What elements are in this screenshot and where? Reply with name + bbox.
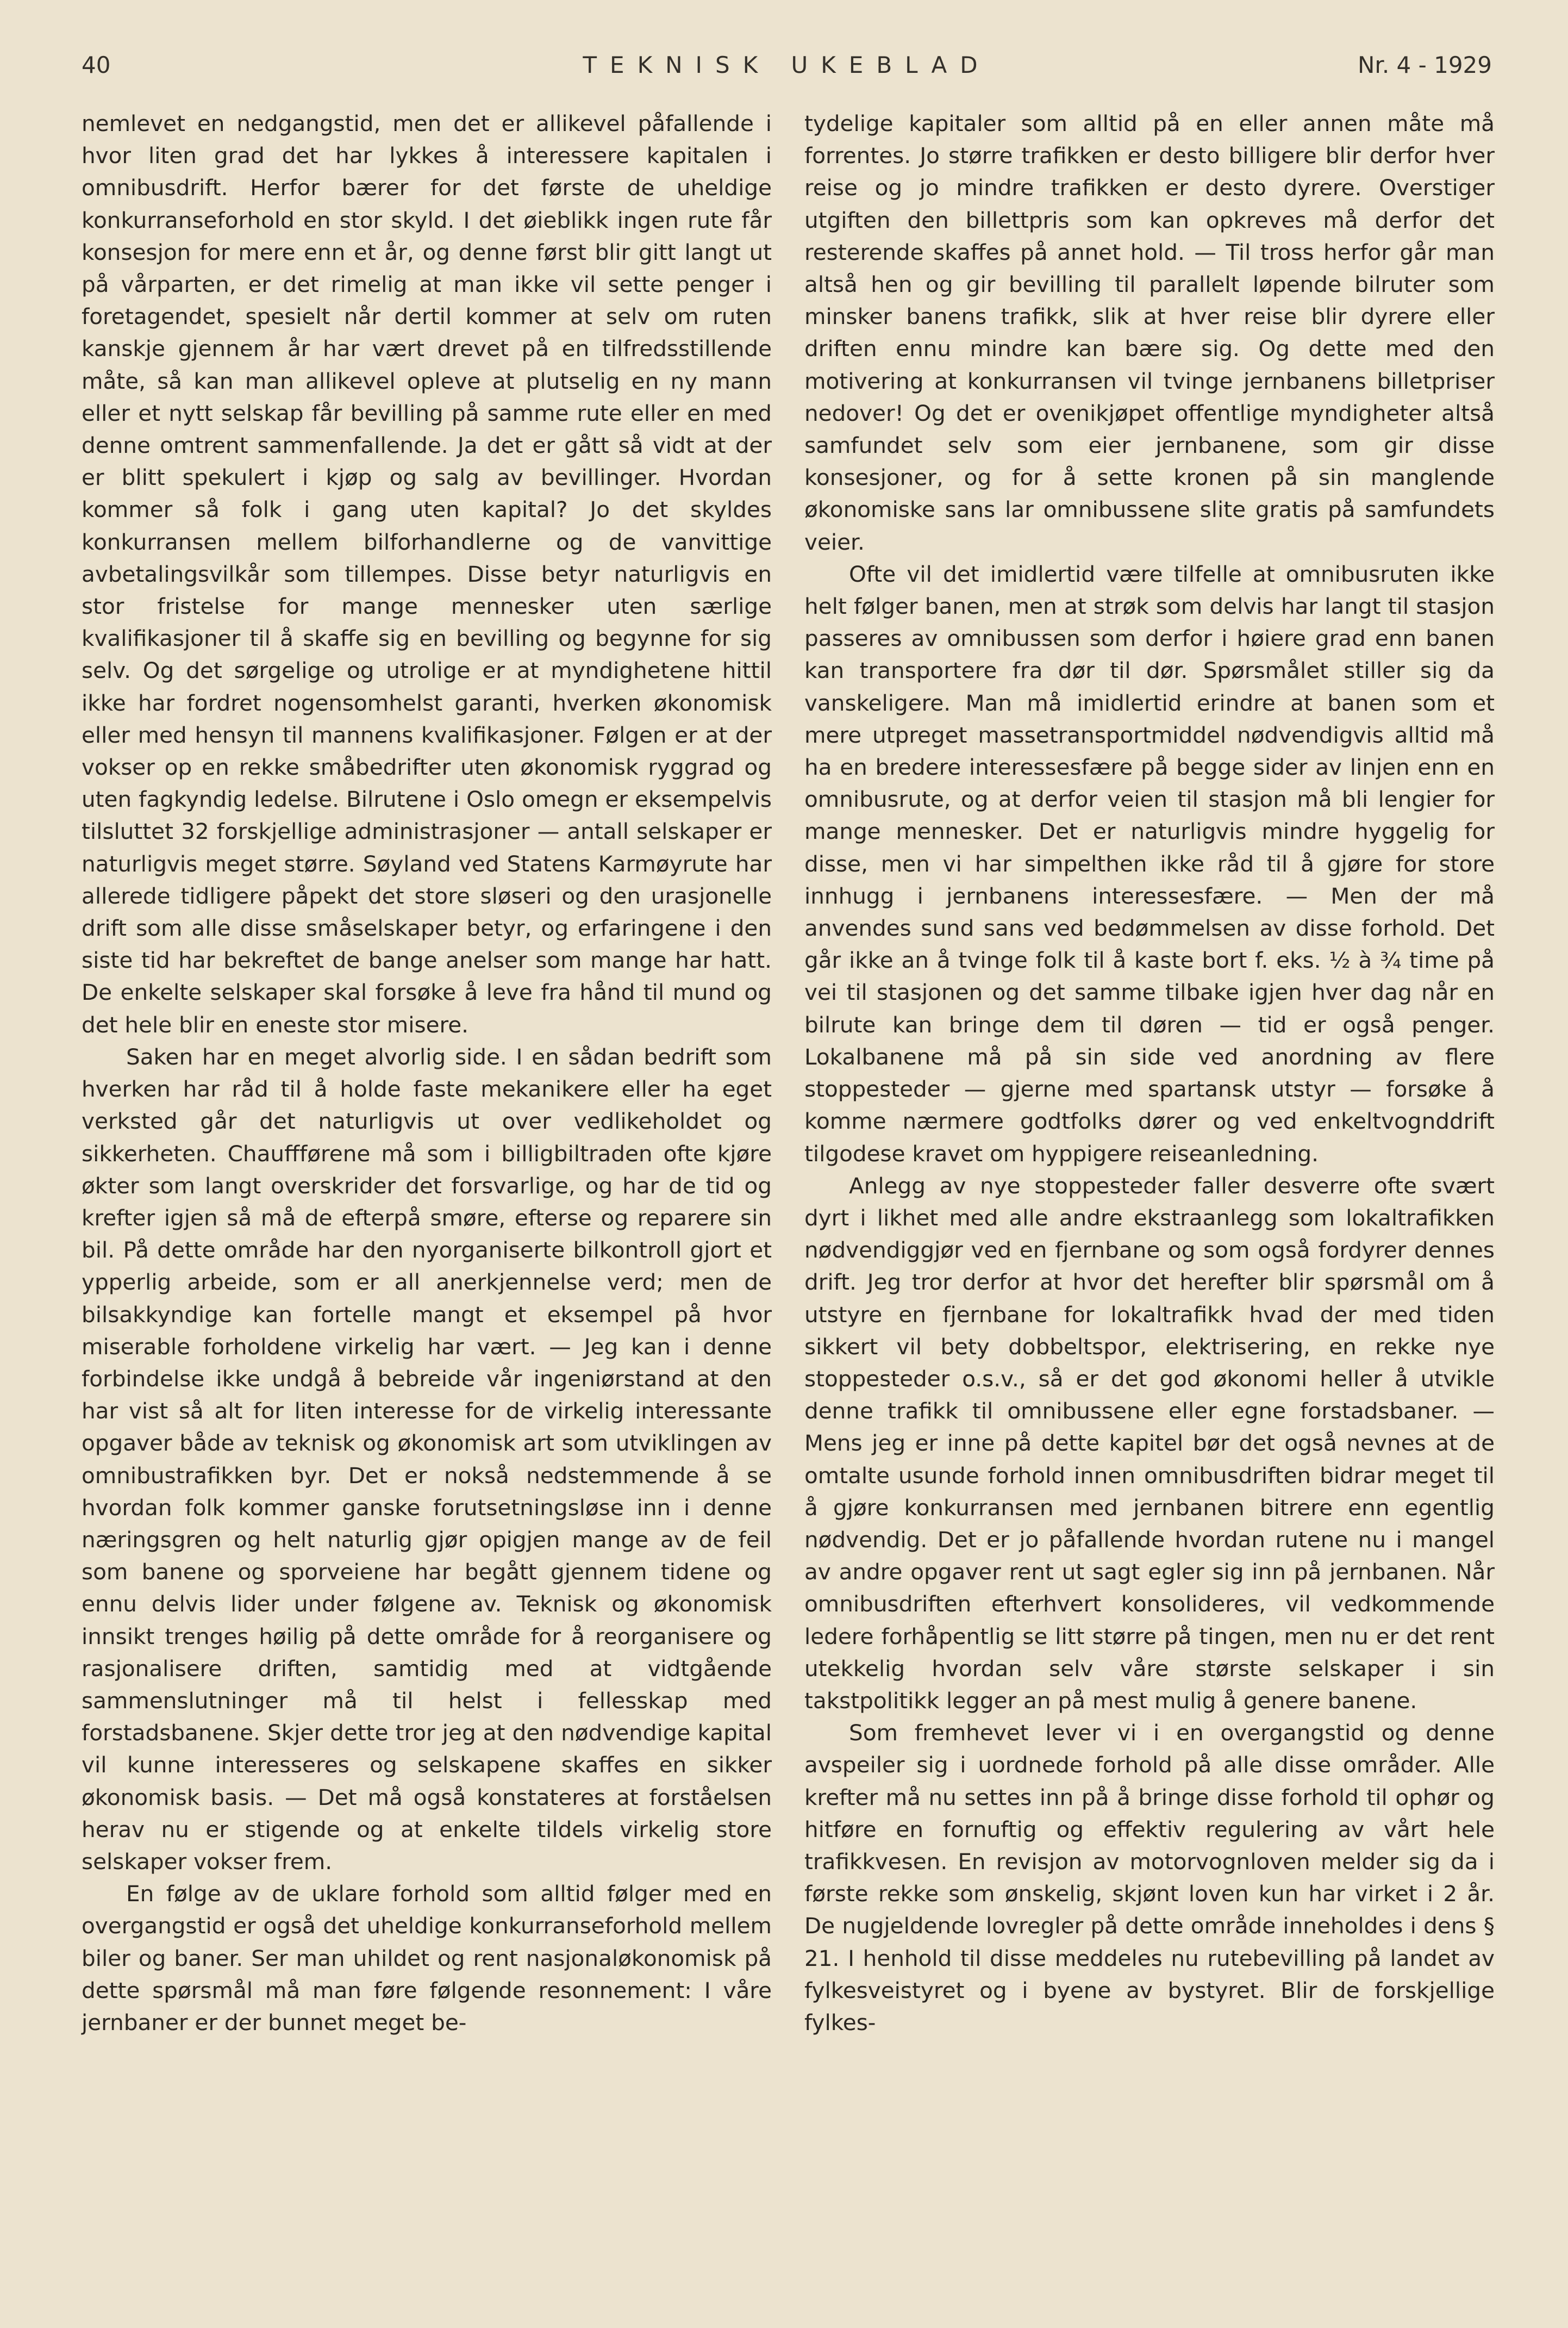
right-column	[804, 108, 1495, 2039]
paragraph: En følge av de uklare forhold som alltid følger med en overgangstid er også det uheldige konkurranseforhold mellem biler og baner. Ser man uhildet og rent nasjonaløkonomisk på dette spørsmål må man føre følgende resonnement: I våre jernbaner er der bunnet meget be-	[82, 1881, 772, 2036]
paragraph: Anlegg av nye stoppesteder faller desverre ofte svært dyrt i likhet med alle andre ekstraanlegg som lokaltrafikken nødvendiggjør ved en fjernbane og som også fordyrer dennes drift. Jeg tror derfor at hvor det herefter blir spørsmål om å utstyre en fjernbane for lokaltrafikk hvad der med tiden sikkert vil bety dobbeltspor, elektrisering, en rekke nye stoppesteder o.s.v., så er det god økonomi heller å utvikle denne trafikk til omnibussene eller egne forstadsbaner. — Mens jeg er inne på dette kapitel bør det også nevnes at de omtalte usunde forhold innen omnibusdriften bidrar meget til å gjøre konkurransen med jernbanen bitrere enn egentlig nødvendig. Det er jo påfallende hvordan rutene nu i mangel av andre opgaver rent ut sagt egler sig inn på jernbanen. Når omnibusdriften efterhvert konsolideres, vil vedkommende ledere forhåpentlig se litt større på tingen, men nu er det rent utekkelig hvordan selv våre største selskaper i sin takstpolitikk legger an på mest mulig å genere banene.	[804, 1172, 1495, 1714]
page-number: 40	[82, 52, 111, 78]
left-column	[82, 108, 772, 2039]
issue-label: Nr. 4 - 1929	[1358, 52, 1492, 78]
paragraph: nemlevet en nedgangstid, men det er allikevel påfallende i hvor liten grad det har lykkes å interessere kapitalen i omnibusdrift. Herfor bærer for det første de uheldige konkurranseforhold en stor skyld. I det øieblikk ingen rute får konsesjon for mere enn et år, og denne først blir gitt langt ut på vårparten, er det rimelig at man ikke vil sette penger i foretagendet, spesielt når dertil kommer at selv om ruten kanskje gjennem år har vært drevet på en tilfredsstillende måte, så kan man allikevel opleve at plutselig en ny mann eller et nytt selskap får bevilling på samme rute eller en med denne omtrent sammenfallende. Ja det er gått så vidt at der er blitt spekulert i kjøp og salg av bevillinger. Hvordan kommer så folk i gang uten kapital? Jo det skyldes konkurransen mellem bilforhandlerne og de vanvittige avbetalingsvilkår som tillempes. Disse betyr naturligvis en stor fristelse for mange mennesker uten særlige kvalifikasjoner til å skaffe sig en bevilling og begynne for sig selv. Og det sørgelige og utrolige er at myndighetene hittil ikke har fordret nogensomhelst garanti, hverken økonomisk eller med hensyn til mannens kvalifikasjoner. Følgen er at der vokser op en rekke småbedrifter uten økonomisk ryggrad og uten fagkyndig ledelse. Bilrutene i Oslo omegn er eksempelvis tilsluttet 32 forskjellige administrasjoner — antall selskaper er naturligvis meget større. Søyland ved Statens Karmøyrute har allerede tidligere påpekt det store sløseri og den urasjonelle drift som alle disse småselskaper betyr, og erfaringene i den siste tid har bekreftet de bange anelser som mange har hatt. De enkelte selskaper skal forsøke å leve fra hånd til mund og det hele blir en eneste stor misere.	[82, 110, 772, 1038]
paragraph: Ofte vil det imidlertid være tilfelle at omnibusruten ikke helt følger banen, men at strøk som delvis har langt til stasjon passeres av omnibussen som derfor i høiere grad enn banen kan transportere fra dør til dør. Spørsmålet stiller sig da vanskeligere. Man må imidlertid erindre at banen som et mere utpreget massetransportmiddel nødvendigvis alltid må ha en bredere interessesfære på begge sider av linjen enn en omnibusrute, og at derfor veien til stasjon må bli lengier for mange mennesker. Det er naturligvis mindre hyggelig for disse, men vi har simpelthen ikke råd til å gjøre for store innhugg i jernbanens interessesfære. — Men der må anvendes sund sans ved bedømmelsen av disse forhold. Det går ikke an å tvinge folk til å kaste bort f. eks. ½ à ¾ time på vei til stasjonen og det samme tilbake igjen hver dag når en bilrute kan bringe dem til døren — tid er også penger. Lokalbanene må på sin side ved anordning av flere stoppesteder — gjerne med spartansk utstyr — forsøke å komme nærmere godtfolks dører og ved enkeltvognddrift tilgodese kravet om hyppigere reiseanledning.	[804, 561, 1495, 1167]
paragraph: Saken har en meget alvorlig side. I en sådan bedrift som hverken har råd til å holde faste mekanikere eller ha eget verksted går det naturligvis ut over vedlikeholdet og sikkerheten. Chauffførene må som i billigbiltraden ofte kjøre økter som langt overskrider det forsvarlige, og har de tid og krefter igjen så må de efterpå smøre, efterse og reparere sin bil. På dette område har den nyorganiserte bilkontroll gjort et ypperlig arbeide, som er all anerkjennelse verd; men de bilsakkyndige kan fortelle mangt et eksempel på hvor miserable forholdene virkelig har vært. — Jeg kan i denne forbindelse ikke undgå å bebreide vår ingeniørstand at den har vist så alt for liten interesse for de virkelig interessante opgaver både av teknisk og økonomisk art som utviklingen av omnibustrafikken byr. Det er nokså nedstemmende å se hvordan folk kommer ganske forutsetningsløse inn i denne næringsgren og helt naturlig gjør opigjen mange av de feil som banene og sporveiene har begått gjennem tidene og ennu delvis lider under følgene av. Teknisk og økonomisk innsikt trenges høilig på dette område for å reorganisere og rasjonalisere driften, samtidig med at vidtgående sammenslutninger må til helst i fellesskap med forstadsbanene. Skjer dette tror jeg at den nødvendige kapital vil kunne interesseres og selskapene skaffes en sikker økonomisk basis. — Det må også konstateres at forståelsen herav nu er stigende og at enkelte tildels virkelig store selskaper vokser frem.	[82, 1043, 772, 1875]
paragraph: Som fremhevet lever vi i en overgangstid og denne avspeiler sig i uordnede forhold på alle disse områder. Alle krefter må nu settes inn på å bringe disse forhold til ophør og hitføre en fornuftig og effektiv regulering av vårt hele trafikkvesen. En revisjon av motorvognloven melder sig da i første rekke som ønskelig, skjønt loven kun har virket i 2 år. De nugjeldende lovregler på dette område inneholdes i dens § 21. I henhold til disse meddeles nu rutebevilling på landet av fylkesveistyret og i byene av bystyret. Blir de forskjellige fylkes-	[804, 1720, 1495, 2036]
journal-title: TEKNISK UKEBLAD	[583, 52, 991, 78]
paragraph: tydelige kapitaler som alltid på en eller annen måte må forrentes. Jo større trafikken er desto billigere blir derfor hver reise og jo mindre trafikken er desto dyrere. Overstiger utgiften den billettpris som kan opkreves må derfor det resterende skaffes på annet hold. — Til tross herfor går man altså hen og gir bevilling til parallelt løpende bilruter som minsker banens trafikk, slik at hver reise blir dyrere eller driften ennu mindre kan bære sig. Og dette med den motivering at konkurransen vil tvinge jernbanens billetpriser nedover! Og det er ovenikjøpet offentlige myndigheter altså samfundet selv som eier jernbanene, som gir disse konsesjoner, og for å sette kronen på sin manglende økonomiske sans lar omnibussene slite gratis på samfundets veier.	[804, 110, 1495, 555]
running-header	[82, 52, 1492, 90]
